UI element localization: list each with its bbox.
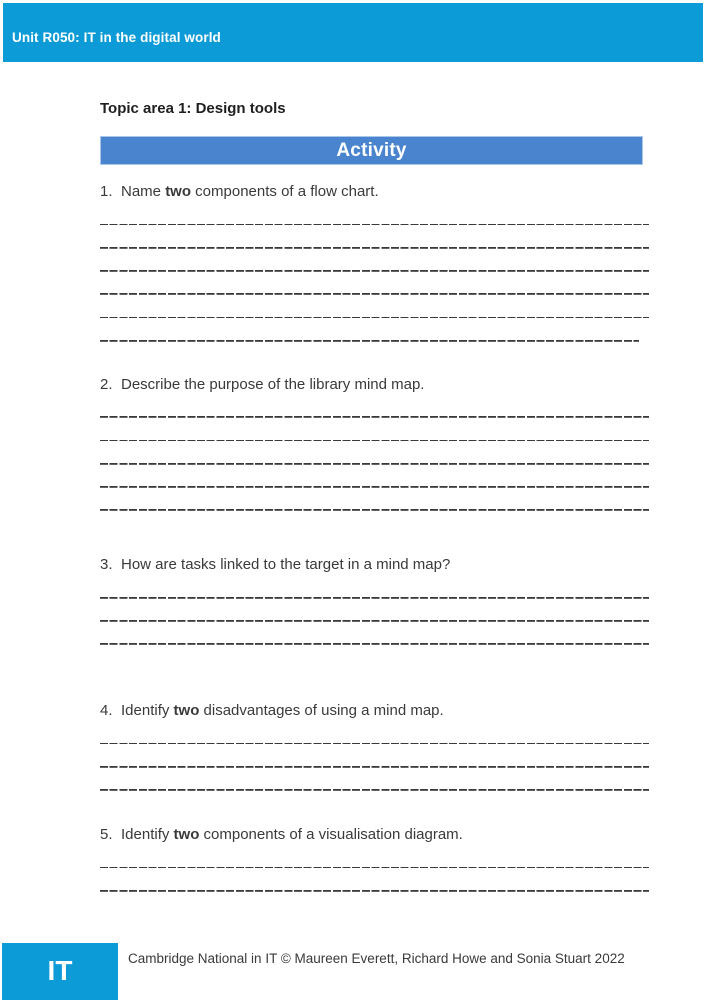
answer-line xyxy=(100,395,649,418)
activity-banner-label: Activity xyxy=(336,139,407,161)
question-text-bold: two xyxy=(165,183,192,200)
answer-line xyxy=(100,418,649,441)
question-block-1 xyxy=(100,182,649,342)
answer-line xyxy=(100,318,649,341)
copyright-text: Cambridge National in IT © Maureen Everett, Richard Howe and Sonia Stuart 2022 xyxy=(128,951,625,966)
question-text xyxy=(100,825,649,845)
question-text-part: How are tasks linked to the target in a mind map? xyxy=(121,556,451,574)
answer-line xyxy=(100,575,649,598)
question-text-part: components of a flow chart. xyxy=(191,183,379,200)
unit-title: Unit R050: IT in the digital world xyxy=(12,29,221,45)
question-block-2 xyxy=(100,375,649,511)
question-block-3 xyxy=(100,555,649,645)
question-text xyxy=(100,701,649,721)
question-number: 1. xyxy=(100,183,113,200)
answer-line xyxy=(100,744,649,767)
questions xyxy=(100,182,649,892)
question-text xyxy=(100,555,649,575)
answer-line xyxy=(100,249,649,272)
question-text-part: disadvantages of using a mind map. xyxy=(199,702,444,720)
topic-heading: Topic area 1: Design tools xyxy=(100,100,286,117)
answer-line xyxy=(100,721,649,744)
question-number: 2. xyxy=(100,375,113,393)
question-text-part: Identify xyxy=(121,702,174,720)
question-text-bold: two xyxy=(173,826,200,844)
answer-line xyxy=(100,488,649,511)
question-block-4 xyxy=(100,701,649,791)
answer-line xyxy=(100,202,649,225)
answer-line xyxy=(100,845,649,868)
question-number: 4. xyxy=(100,702,113,720)
answer-line xyxy=(100,465,649,488)
question-text-part: Name xyxy=(121,183,166,200)
question-block-5 xyxy=(100,825,649,892)
answer-line xyxy=(100,225,649,248)
question-text xyxy=(100,375,649,395)
answer-line xyxy=(100,768,649,791)
answer-line xyxy=(100,272,649,295)
question-text-part: Describe the purpose of the library mind map. xyxy=(121,375,425,393)
question-number: 3. xyxy=(100,556,113,574)
it-logo-badge xyxy=(2,943,118,1000)
question-text-bold: two xyxy=(173,702,200,720)
question-text xyxy=(100,182,649,202)
it-logo-text: IT xyxy=(47,955,73,986)
question-number: 5. xyxy=(100,826,113,844)
activity-banner xyxy=(100,136,643,165)
question-text-part: Identify xyxy=(121,826,174,844)
content-area xyxy=(100,0,649,892)
answer-line xyxy=(100,599,649,622)
answer-line xyxy=(100,622,649,645)
question-text-part: components of a visualisation diagram. xyxy=(199,826,463,844)
answer-line xyxy=(100,441,649,464)
answer-line xyxy=(100,295,649,318)
answer-line xyxy=(100,868,649,891)
